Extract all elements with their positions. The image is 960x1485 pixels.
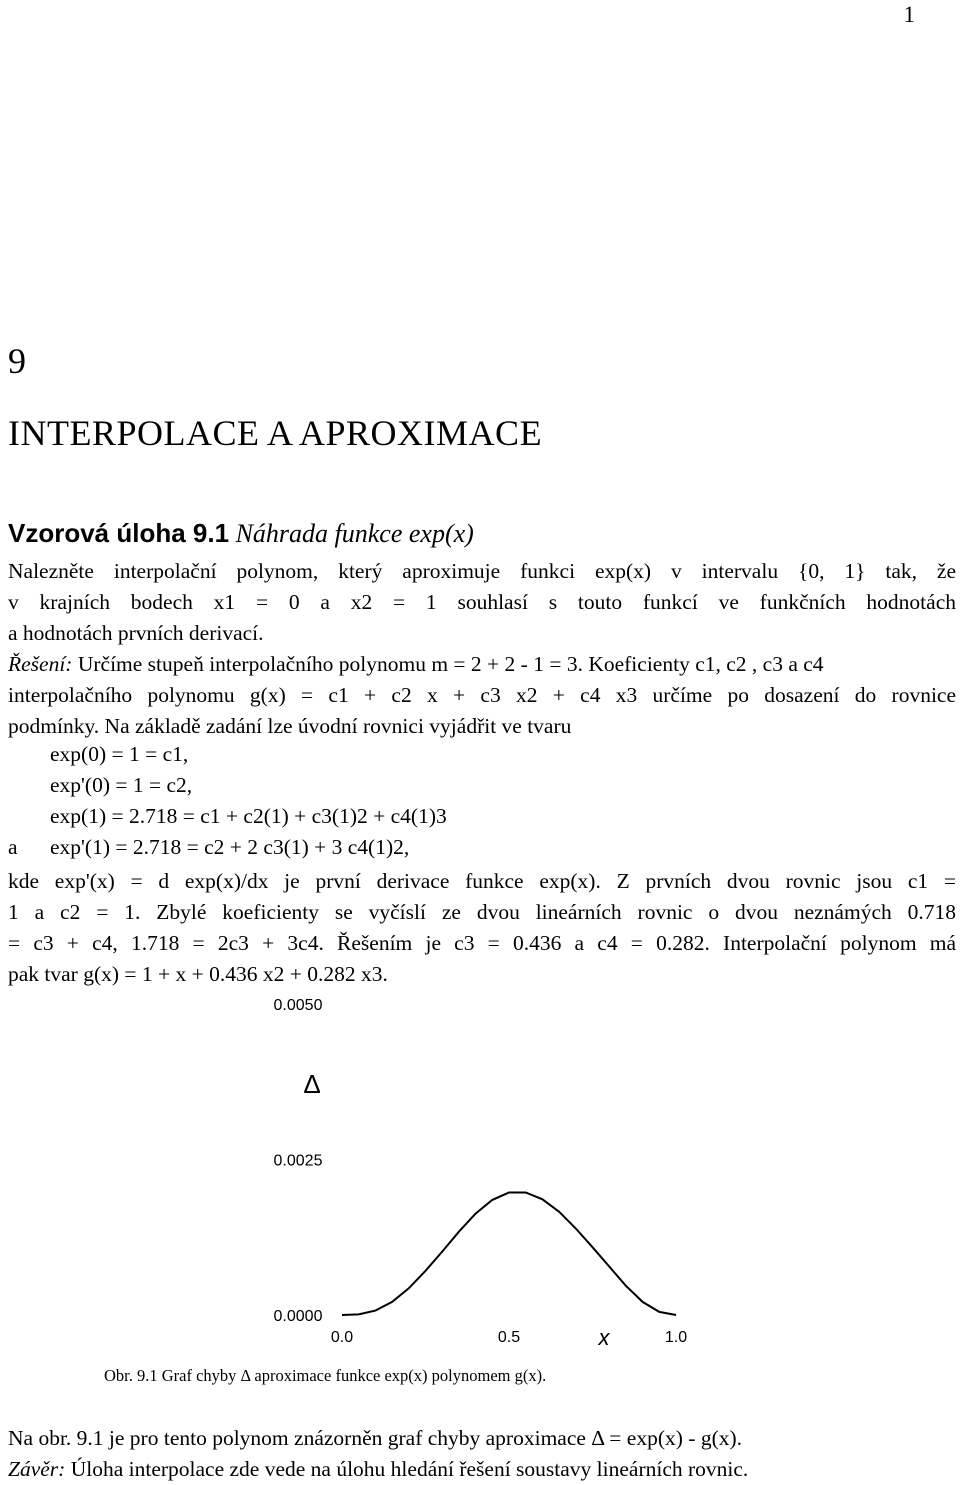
equation-2: exp'(0) = 1 = c2, — [50, 773, 193, 797]
equation-3: exp(1) = 2.718 = c1 + c2(1) + c3(1)2 + c4(1)3 — [50, 804, 447, 828]
solution-line-2: interpolačního polynomu g(x) = c1 + c2 x + c3 x2 + c4 x3 určíme po dosazení do rovnice — [8, 683, 956, 707]
equation-4: exp'(1) = 2.718 = c2 + 2 c3(1) + 3 c4(1)2, — [50, 835, 410, 859]
chapter-title: INTERPOLACE A APROXIMACE — [8, 413, 543, 453]
y-tick-label: 0.0000 — [273, 1308, 323, 1325]
equation-1: exp(0) = 1 = c1, — [50, 742, 189, 766]
explanation-line-1: kde exp'(x) = d exp(x)/dx je první derivace funkce exp(x). Z prvních dvou rovnic jsou c1 = — [8, 869, 956, 893]
assignment-line-3: a hodnotách prvních derivací. — [8, 621, 264, 645]
series-line — [342, 1193, 676, 1316]
solution-label: Řešení: — [8, 652, 73, 676]
explanation-line-2: 1 a c2 = 1. Zbylé koeficienty se vyčíslí ze dvou lineárních rovnic o dvou neznámých 0.718 — [8, 900, 956, 924]
chart-xlabel: x — [598, 1325, 610, 1350]
solution-text-1: Určíme stupeň interpolačního polynomu m = 2 + 2 - 1 = 3. Koeficienty c1, c2 , c3 a c4 — [77, 652, 824, 676]
assignment-line-1: Nalezněte interpolační polynom, který aproximuje funkci exp(x) v intervalu {0, 1} tak, že — [8, 559, 956, 583]
error-chart — [0, 990, 960, 1360]
task-label: Vzorová úloha 9.1 — [8, 518, 230, 548]
x-tick-label: 1.0 — [664, 1329, 688, 1346]
y-tick-label: 0.0050 — [273, 997, 323, 1014]
x-tick-label: 0.0 — [330, 1329, 354, 1346]
footer-line-1: Na obr. 9.1 je pro tento polynom znázorněn graf chyby aproximace Δ = exp(x) - g(x). — [8, 1426, 743, 1450]
conclusion-label: Závěr: — [8, 1457, 66, 1481]
chart-ylabel: Δ — [303, 1069, 321, 1099]
chapter-number: 9 — [8, 341, 26, 381]
solution-line-1 — [8, 649, 956, 680]
conclusion-text: Úloha interpolace zde vede na úlohu hledání řešení soustavy lineárních rovnic. — [70, 1457, 749, 1481]
page-number: 1 — [903, 2, 915, 27]
task-name: Náhrada funkce exp(x) — [235, 519, 474, 548]
explanation-line-3: = c3 + c4, 1.718 = 2c3 + 3c4. Řešením je c3 = 0.436 a c4 = 0.282. Interpolační polynom má — [8, 931, 956, 955]
solution-line-3: podmínky. Na základě zadání lze úvodní rovnici vyjádřit ve tvaru — [8, 714, 572, 738]
footer-line-2 — [8, 1454, 956, 1485]
assignment-line-2: v krajních bodech x1 = 0 a x2 = 1 souhlasí s touto funkcí ve funkčních hodnotách — [8, 590, 956, 614]
figure-caption: Obr. 9.1 Graf chyby Δ aproximace funkce exp(x) polynomem g(x). — [104, 1366, 547, 1385]
y-tick-label: 0.0025 — [273, 1152, 323, 1170]
task-heading — [8, 518, 956, 549]
x-tick-label: 0.5 — [497, 1329, 521, 1346]
equation-4-prefix: a — [8, 835, 18, 859]
explanation-line-4: pak tvar g(x) = 1 + x + 0.436 x2 + 0.282 x3. — [8, 962, 388, 986]
